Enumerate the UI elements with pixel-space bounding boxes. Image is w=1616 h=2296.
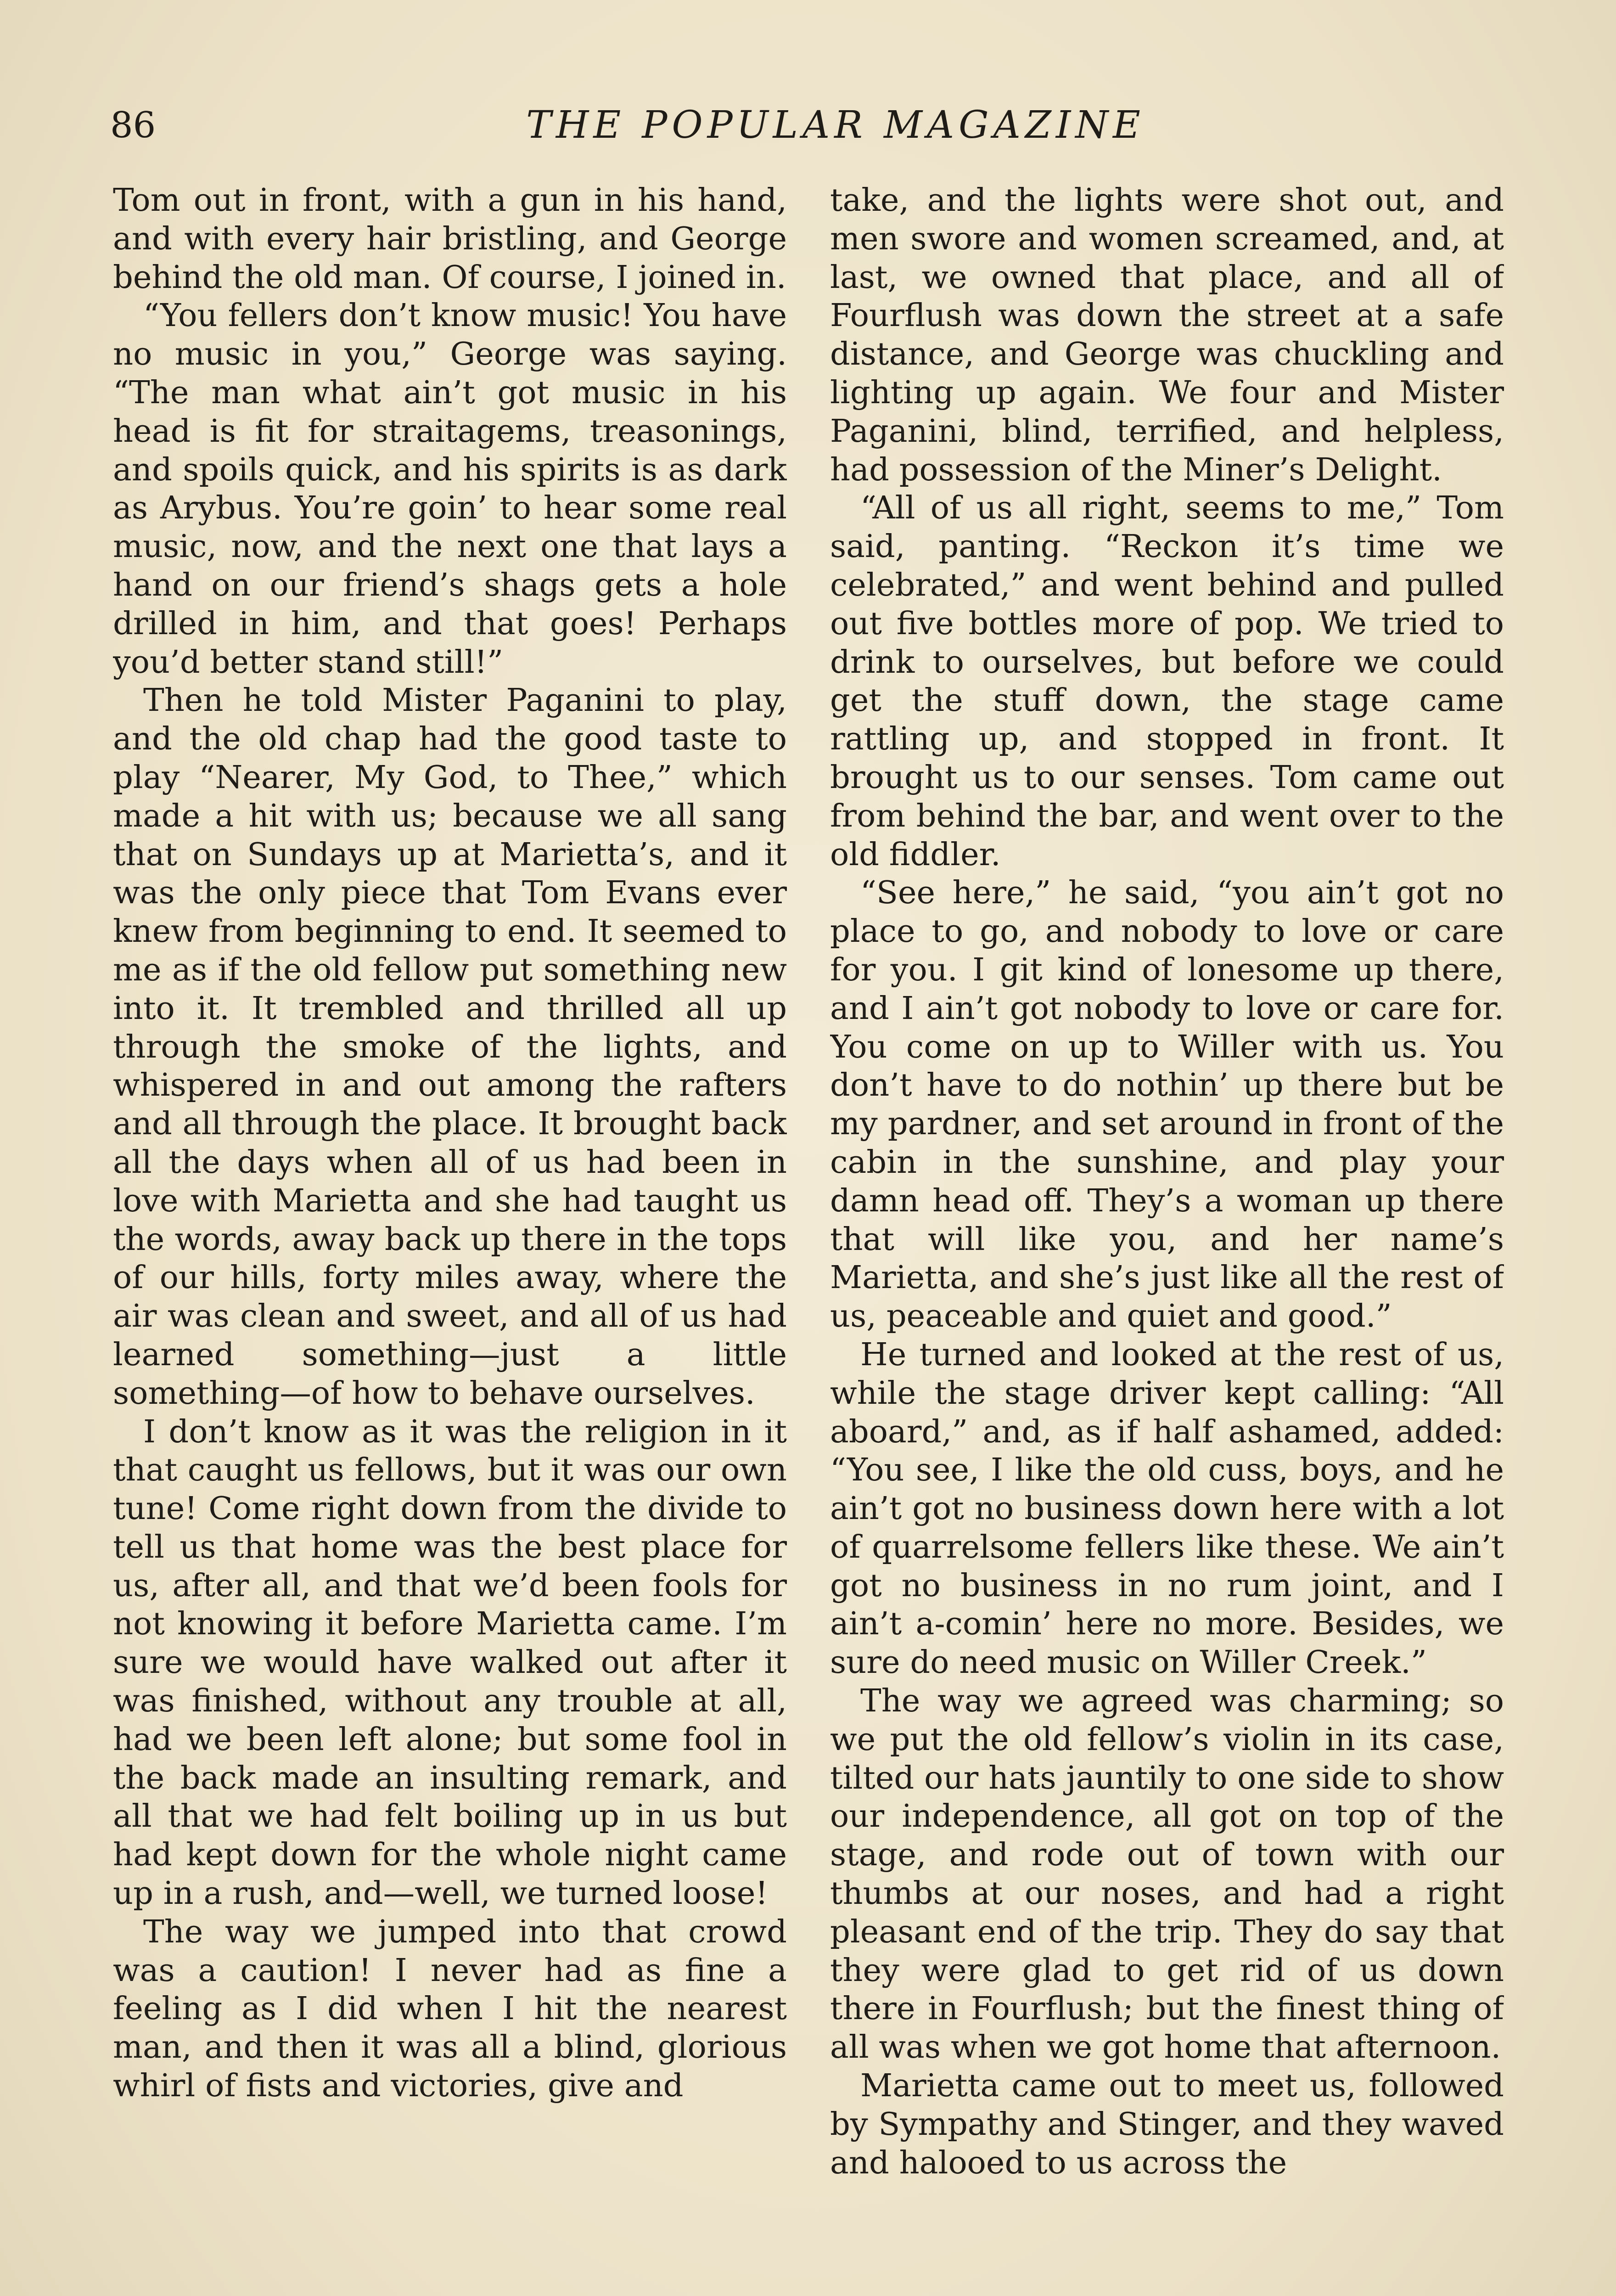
paragraph: Then he told Mister Paganini to play, and the old chap had the good taste to play “Nearer, My God, to Thee,” which made a hit with us; because we all sang that on Sundays up at Marietta’s, and it was the only piece that Tom Evans ever knew from beginning to end. It seemed to me as if the old fellow put something new into it. It trembled and thrilled all up through the smoke of the lights, and whispered in and out among the rafters and all through the place. It brought back all the days when all of us had been in love with Marietta and she had taught us the words, away back up there in the tops of our hills, forty miles away, where the air was clean and sweet, and all of us had learned something—just a little something—of how to behave ourselves. bbox=[113, 682, 787, 1412]
paragraph: The way we jumped into that crowd was a caution! I never had as fine a feeling as I did when I hit the nearest man, and then it was all a blind, glorious whirl of fists and victories, give and bbox=[113, 1913, 787, 2105]
paragraph: Marietta came out to meet us, followed by Sympathy and Stinger, and they waved and halooed to us across the bbox=[830, 2067, 1504, 2181]
page-header bbox=[110, 100, 1506, 151]
page-number: 86 bbox=[110, 105, 156, 146]
paragraph: take, and the lights were shot out, and men swore and women screamed, and, at last, we owned that place, and all of Fourflush was down the street at a safe distance, and George was chuckling and lighting up again. We four and Mister Paganini, blind, terrified, and helpless, had possession of the Miner’s Delight. bbox=[830, 182, 1504, 488]
right-text-column bbox=[830, 181, 1504, 2296]
paragraph: “You fellers don’t know music! You have no music in you,” George was saying. “The man what ain’t got music in his head is fit for straitagems, treasonings, and spoils quick, and his spirits is as dark as Arybus. You’re goin’ to hear some real music, now, and the next one that lays a hand on our friend’s shags gets a hole drilled in him, and that goes! Perhaps you’d better stand still!” bbox=[113, 297, 787, 681]
paragraph: The way we agreed was charming; so we put the old fellow’s violin in its case, tilted our hats jauntily to one side to show our independence, all got on top of the stage, and rode out of town with our thumbs at our noses, and had a right pleasant end of the trip. They do say that they were glad to get rid of us down there in Fourflush; but the finest thing of all was when we got home that afternoon. bbox=[830, 1683, 1504, 2066]
paragraph: I don’t know as it was the religion in it that caught us fellows, but it was our own tune! Come right down from the divide to tell us that home was the best place for us, after all, and that we’d been fools for not knowing it before Marietta came. I’m sure we would have walked out after it was finished, without any trouble at all, had we been left alone; but some fool in the back made an insulting remark, and all that we had felt boiling up in us but had kept down for the whole night came up in a rush, and—well, we turned loose! bbox=[113, 1413, 787, 1912]
magazine-title: THE POPULAR MAGAZINE bbox=[526, 103, 1145, 147]
paragraph: Tom out in front, with a gun in his hand, and with every hair bristling, and George behind the old man. Of course, I joined in. bbox=[113, 182, 787, 296]
paragraph: He turned and looked at the rest of us, while the stage driver kept calling: “All aboard,” and, as if half ashamed, added: “You see, I like the old cuss, boys, and he ain’t got no business down here with a lot of quarrelsome fellers like these. We ain’t got no business in no rum joint, and I ain’t a-comin’ here no more. Besides, we sure do need music on Willer Creek.” bbox=[830, 1336, 1504, 1681]
paragraph: “See here,” he said, “you ain’t got no place to go, and nobody to love or care for you. I git kind of lonesome up there, and I ain’t got nobody to love or care for. You come on up to Willer with us. You don’t have to do nothin’ up there but be my pardner, and set around in front of the cabin in the sunshine, and play your damn head off. They’s a woman up there that will like you, and her name’s Marietta, and she’s just like all the rest of us, peaceable and quiet and good.” bbox=[830, 874, 1504, 1335]
paragraph: “All of us all right, seems to me,” Tom said, panting. “Reckon it’s time we celebrated,” and went behind and pulled out five bottles more of pop. We tried to drink to ourselves, but before we could get the stuff down, the stage came rattling up, and stopped in front. It brought us to our senses. Tom came out from behind the bar, and went over to the old fiddler. bbox=[830, 490, 1504, 873]
left-text-column bbox=[113, 181, 787, 2296]
